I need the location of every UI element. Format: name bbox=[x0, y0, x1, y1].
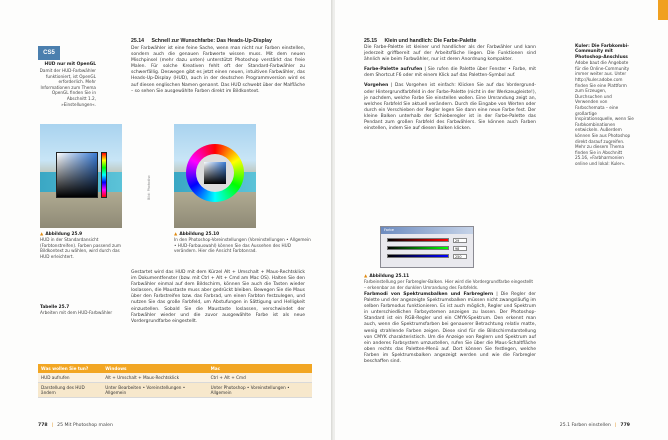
paragraph: Farbmodi von Spektrumsbalken und Farbreglern | Die Regler der Palette und der angezeigte Spektrumsbalken müssen nicht zwangsläufig im selben Farbmodus funktionieren. Es ist auch möglich, Regler und Spektrum in unterschiedlichen Farbsystemen anzeigen zu lassen. Der Photoshop-Standard ist ein RGB-Regler und ein CMYK-Spektrum. Den erkennt man auch, wenn die Spektrumsfarben bei genauerer Betrachtung relativ matte, wenig strahlende Farben zeigen. Diese sind für die Bildschirmdarstellung von CMYK charakteristisch. Um die Anzeige von Reglern und Spektrum auf ein anderes Farbsystem umzustellen, rufen Sie über die Maus-Schaltfläche oben rechts das Paletten-Menü auf. Dort können Sie festlegen, welche Farben im Spektrumsbalken angezeigt werden und wie die Farbregler beschaffen sind. bbox=[364, 292, 536, 365]
table-cell: Alt + Umschalt + Maus-Rechtsklick bbox=[102, 373, 207, 383]
caption-text: HUD in der Standardansicht (Farbtonstreifen). Farben passend zum Bildkontext zu wählen, wird durch das HUD erleichtert. bbox=[40, 237, 121, 259]
section-title: Schnell zur Wunschfarbe: Das Heads-Up-Display bbox=[151, 38, 272, 44]
table-header: Mac bbox=[208, 364, 312, 373]
figure-caption-25-10 bbox=[174, 232, 314, 254]
figure-color-panel bbox=[380, 226, 474, 268]
margin-note-kuler bbox=[575, 44, 635, 167]
page-number: 779 bbox=[620, 423, 630, 428]
shortcut-table bbox=[38, 364, 312, 398]
value-field: 98 bbox=[453, 246, 467, 251]
paragraph-text: Sie rufen die Palette über Fenster • Farbe, mit dem Shortcut F6 oder mit einem Klick auf das Paletten-Symbol auf. bbox=[364, 67, 536, 79]
table-row bbox=[38, 383, 312, 398]
section-number: 25.15 bbox=[364, 38, 377, 44]
value-field: 29 bbox=[453, 238, 467, 243]
table-cell: Unter Bearbeiten • Voreinstellungen • Allgemein bbox=[102, 383, 207, 398]
caption-triangle-icon: ▲ bbox=[40, 232, 44, 237]
table-caption-text: Arbeiten mit dem HUD-Farbwähler bbox=[40, 310, 113, 315]
figure-hud-wheel bbox=[174, 124, 256, 228]
paragraph-text: Das Vorgehen ist einfach: Klicken Sie auf das Vordergrund- oder Hintergrundfarbfeld in der Farbe-Palette (nicht in der Werkzeugleiste!), je nachdem, welche Farbe Sie einstellen wollen. Eine Umrandung zeigt an, welches Farbfeld Sie aktuell verändern. Durch die Eingabe von Werten oder durch ein Verschieben der Regler legen Sie dann eine neue Farbe fest. Der kleine Balken unterhalb der Schieberegler ist in der Farbe-Palette das Pendant zum großen Farbfeld des Farbwählers. Sie können auch Farben einstellen, indem Sie auf diesen Balken klicken. bbox=[364, 83, 536, 132]
table-header-row bbox=[38, 364, 312, 373]
page-number: 778 bbox=[38, 423, 48, 428]
side-note-title: HUD nur mit OpenGL bbox=[44, 62, 96, 67]
left-footer: 778 | 25 Mit Photoshop malen bbox=[38, 423, 113, 428]
section-25-15 bbox=[364, 38, 536, 136]
section-25-14 bbox=[131, 38, 305, 95]
blue-slider bbox=[387, 254, 449, 258]
table-cell: Ctrl + Alt + Cmd bbox=[208, 373, 312, 383]
table-caption-title: Tabelle 25.7 bbox=[40, 305, 70, 310]
hud-color-field bbox=[204, 162, 226, 184]
paragraph-lead: Vorgehen bbox=[364, 83, 389, 89]
caption-text: In den Photoshop-Voreinstellungen (Voreinstellungen • Allgemein • HUD-Farbauswahl) können Sie das Aussehen des HUD verändern. Hier die Ansicht Farbtonrad. bbox=[174, 237, 311, 254]
value-field: 250 bbox=[453, 254, 467, 259]
paragraph: Gestartet wird das HUD mit dem Kürzel Alt + Umschalt + Maus-Rechtsklick im Dokumentfenster (bzw. mit Ctrl + Alt + Cmd am Mac OS). Halten Sie den Farbwähler einmal auf dem Bildschirm, können Sie auch die Tasten wieder loslassen, die Maustaste muss aber gedrückt bleiben. Bewegen Sie die Maus über den Farbstreifen bzw. das Farbrad, um einen Farbton festzulegen, und nutzen Sie das große Farbfeld, um Abstufungen in Sättigung und Helligkeit einzustellen. Sobald Sie die Maustaste loslassen, verschwindet der Farbwähler wieder und die zuvor ausgewählte Farbe ist als neue Vordergrundfarbe eingestellt. bbox=[131, 270, 305, 324]
table-row bbox=[38, 373, 312, 383]
panel-title: Farbe bbox=[381, 227, 473, 234]
left-page bbox=[0, 0, 333, 440]
table-caption bbox=[40, 305, 120, 316]
caption-triangle-icon: ▲ bbox=[364, 274, 368, 279]
paragraph: Der Farbwähler ist eine feine Sache, wenn man nicht nur Farben einstellen, sondern auch die genauen Farbwerte wissen muss. Mit dem neuen Mischpinsel (mehr dazu unten) unterstützt Photoshop verstärkt das freie Malen. Für solche Kreativen fehlt oft der Standard-Farbwähler zu schwerfällig. Deswegen gibt es jetzt einen neuen, intuitiven Farbwähler, das Heads-Up-Display (HUD), auch in der deutschen Programmversion wird es auf diesen englischen Namen genannt. Das HUD schwebt über der Malfläche – so sehen Sie ausgewählte Farben direkt im Bildkontext. bbox=[131, 46, 305, 94]
figure-caption-25-11 bbox=[364, 274, 536, 290]
section-25-15-continued bbox=[364, 292, 536, 365]
chapter-title: 25 Mit Photoshop malen bbox=[57, 423, 113, 428]
chapter-title: 25.1 Farben einstellen bbox=[559, 423, 611, 428]
hud-hue-strip bbox=[101, 152, 107, 198]
paragraph: Farbe-Palette aufrufen | Sie rufen die Palette über Fenster • Farbe, mit dem Shortcut F6 oder mit einem Klick auf das Paletten-Symbol auf. bbox=[364, 67, 536, 79]
cs5-badge: CS5 bbox=[38, 46, 60, 60]
paragraph: Vorgehen | Das Vorgehen ist einfach: Klicken Sie auf das Vordergrund- oder Hintergrundfarbfeld in der Farbe-Palette (nicht in der Werkzeugleiste!), je nachdem, welche Farbe Sie einstellen wollen. Eine Umrandung zeigt an, welches Farbfeld Sie aktuell verändern. Durch die Eingabe von Werten oder durch ein Verschieben der Regler legen Sie dann eine neue Farbe fest. Der kleine Balken unterhalb der Schieberegler ist in der Farbe-Palette das Pendant zum großen Farbfeld des Farbwählers. Sie können auch Farben einstellen, indem Sie auf diesen Balken klicken. bbox=[364, 83, 536, 132]
table-cell: Darstellung des HUD ändern bbox=[38, 383, 102, 398]
green-slider bbox=[387, 246, 449, 250]
table-cell: Unter Photoshop • Voreinstellungen • Allgemein bbox=[208, 383, 312, 398]
caption-title: Abbildung 25.9 bbox=[45, 232, 83, 237]
table-header: Windows bbox=[102, 364, 207, 373]
paragraph-text: Die Regler der Palette und der angezeigte Spektrumsbalken müssen nicht zwangsläufig im selben Farbmodus funktionieren. Es ist auch möglich, Regler und Spektrum in unterschiedlichen Farbsystemen anzeigen zu lassen. Der Photoshop-Standard ist ein RGB-Regler und ein CMYK-Spektrum. Den erkennt man auch, wenn die Spektrumsfarben bei genauerer Betrachtung relativ matte, wenig strahlende Farben zeigen. Diese sind für die Bildschirmdarstellung von CMYK charakteristisch. Um die Anzeige von Reglern und Spektrum auf ein anderes Farbsystem umzustellen, rufen Sie über die Maus-Schaltfläche oben rechts das Paletten-Menü auf. Dort können Sie festlegen, welche Farben im Spektrumsbalken angezeigt werden und wie die Farbregler beschaffen sind. bbox=[364, 292, 536, 365]
chapter-tab bbox=[658, 0, 668, 20]
section-25-14-continued bbox=[131, 270, 305, 325]
caption-triangle-icon: ▲ bbox=[174, 232, 178, 237]
table-header: Was wollen Sie tun? bbox=[38, 364, 102, 373]
table-cell: HUD aufrufen bbox=[38, 373, 102, 383]
caption-text: Farbeinstellung per Farbregler-Balken. Hier wird die Vordergrundfarbe eingestellt – erkennbar an der dunklen Umrandung des Farbfelds. bbox=[364, 279, 534, 290]
figure-credit: Bild: Photodisc bbox=[147, 175, 151, 200]
red-slider bbox=[387, 238, 449, 242]
figure-hud-standard bbox=[40, 124, 122, 228]
section-title: Klein und handlich: Die Farbe-Palette bbox=[384, 38, 477, 44]
caption-title: Abbildung 25.11 bbox=[369, 274, 410, 279]
paragraph-lead: Farbmodi von Spektrumsbalken und Farbreglern bbox=[364, 292, 494, 297]
section-heading bbox=[364, 38, 536, 45]
note-title: Kuler: Die Farbkombi-Community mit Photoshop-Anschluss bbox=[575, 44, 629, 60]
note-text: Adobe baut die Angebote für die Online-Community immer weiter aus. Unter http://kuler.adobe.com finden Sie eine Plattform zum Erzeugen, Durchsuchen und Verwenden von Farbschemata – eine großartige Inspirationsquelle, wenn Sie Farbkombinationen entwickeln. Außerdem können Sie aus Photoshop direkt darauf zugreifen. Mehr zu diesem Thema finden Sie in Abschnitt 25.16, »Farbharmonien online und lokal: Kuler«. bbox=[575, 60, 634, 166]
section-heading bbox=[131, 38, 305, 45]
caption-title: Abbildung 25.10 bbox=[179, 232, 220, 237]
side-note-text: Damit der HUD-Farbwähler funktioniert, ist OpenGL erforderlich. Mehr Informationen zum Thema OpenGL finden Sie in Abschnitt 1.2, »Einstellungen«. bbox=[39, 68, 96, 107]
right-footer: 25.1 Farben einstellen | 779 bbox=[559, 423, 630, 428]
figure-caption-25-9 bbox=[40, 232, 124, 259]
paragraph: Die Farbe-Palette ist kleiner und handlicher als der Farbwähler und kann jederzeit griffbereit auf der Arbeitsfläche liegen. Die Funktionen sind ähnlich wie beim Farbwähler, nur ist deren Anordnung kompakter. bbox=[364, 45, 536, 63]
paragraph-lead: Farbe-Palette aufrufen bbox=[364, 67, 423, 73]
section-number: 25.14 bbox=[131, 38, 144, 44]
hud-color-field bbox=[56, 152, 98, 198]
